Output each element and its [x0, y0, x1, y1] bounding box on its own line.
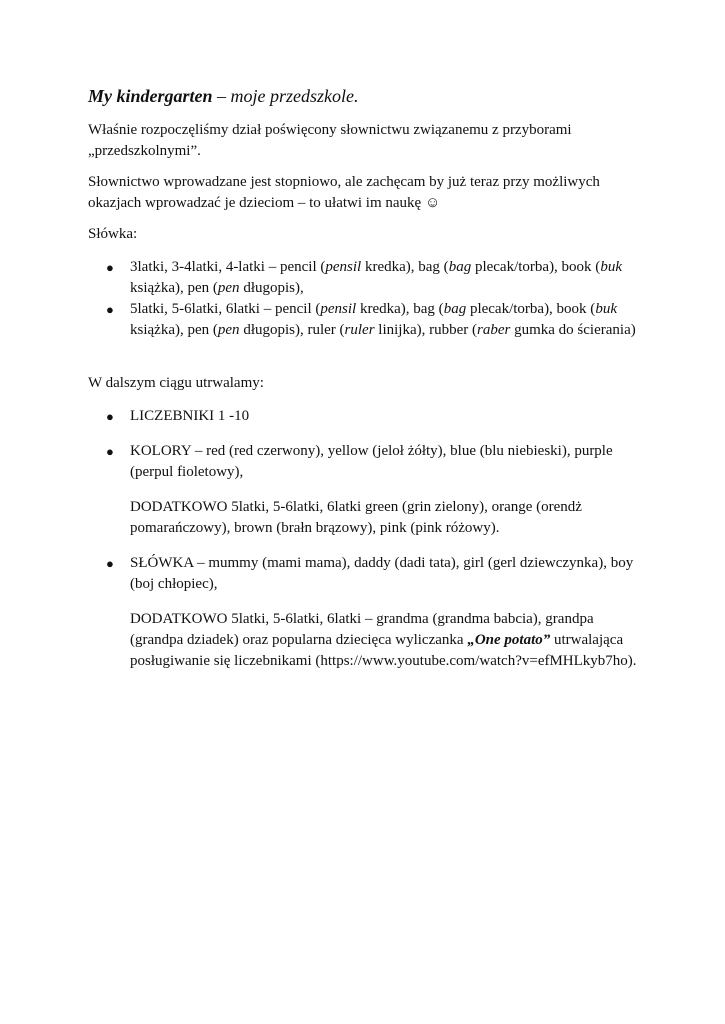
- intro-paragraph-2: Słownictwo wprowadzane jest stopniowo, ale zachęcam by już teraz przy możliwych okazjach wprowadzać je dzieciom – to ułatwi im naukę ☺: [88, 174, 600, 211]
- list-item: [88, 553, 648, 672]
- list-item: ● 5latki, 5-6latki, 6latki – pencil (pensil kredka), bag (bag plecak/torba), book (buk książka), pen (pen długopis), ruler (ruler linijka), rubber (raber gumka do ścierania): [106, 301, 636, 338]
- topic-numbers: LICZEBNIKI 1 -10: [130, 408, 250, 424]
- bullet-icon: ●: [106, 302, 114, 317]
- bullet-icon: ●: [106, 444, 114, 459]
- bullet-icon: ●: [106, 409, 114, 424]
- list-item: [88, 441, 648, 539]
- topic-words-extra: DODATKOWO 5latki, 5-6latki, 6latki – grandma (grandma babcia), grandpa (grandpa dziadek) oraz popularna dziecięca wyliczanka „One potato” utrwalająca posługiwanie się liczebnikami (https://www.youtube.com/watch?v=efMHLkyb7ho).: [130, 611, 637, 669]
- topic-colors-extra: DODATKOWO 5latki, 5-6latki, 6latki green (grin zielony), orange (orendż pomarańczowy), brown (brałn brązowy), pink (pink różowy).: [130, 499, 582, 536]
- list-item: ● 3latki, 3-4latki, 4-latki – pencil (pensil kredka), bag (bag plecak/torba), book (buk książka), pen (pen długopis),: [106, 259, 622, 296]
- page-title: [88, 84, 648, 108]
- bullet-icon: ●: [106, 556, 114, 571]
- bullet-icon: ●: [106, 260, 114, 275]
- intro-paragraph-1: Właśnie rozpoczęliśmy dział poświęcony słownictwu związanemu z przyborami „przedszkolnymi”.: [88, 122, 572, 159]
- topic-words: SŁÓWKA – mummy (mami mama), daddy (dadi tata), girl (gerl dziewczynka), boy (boj chłopiec),: [130, 555, 634, 592]
- rhyme-title: „One potato”: [467, 632, 551, 648]
- document-page: [88, 84, 648, 686]
- list-item: [88, 406, 648, 427]
- title-rest: – moje przedszkole.: [212, 86, 359, 106]
- vocab-list: [88, 257, 648, 341]
- topics-list: [88, 406, 648, 672]
- vocab-heading: Słówka:: [88, 226, 138, 242]
- title-bold: My kindergarten: [88, 86, 213, 106]
- topic-colors: KOLORY – red (red czerwony), yellow (jeloł żółty), blue (blu niebieski), purple (perpul fioletowy),: [130, 443, 613, 480]
- continue-paragraph: W dalszym ciągu utrwalamy:: [88, 375, 264, 391]
